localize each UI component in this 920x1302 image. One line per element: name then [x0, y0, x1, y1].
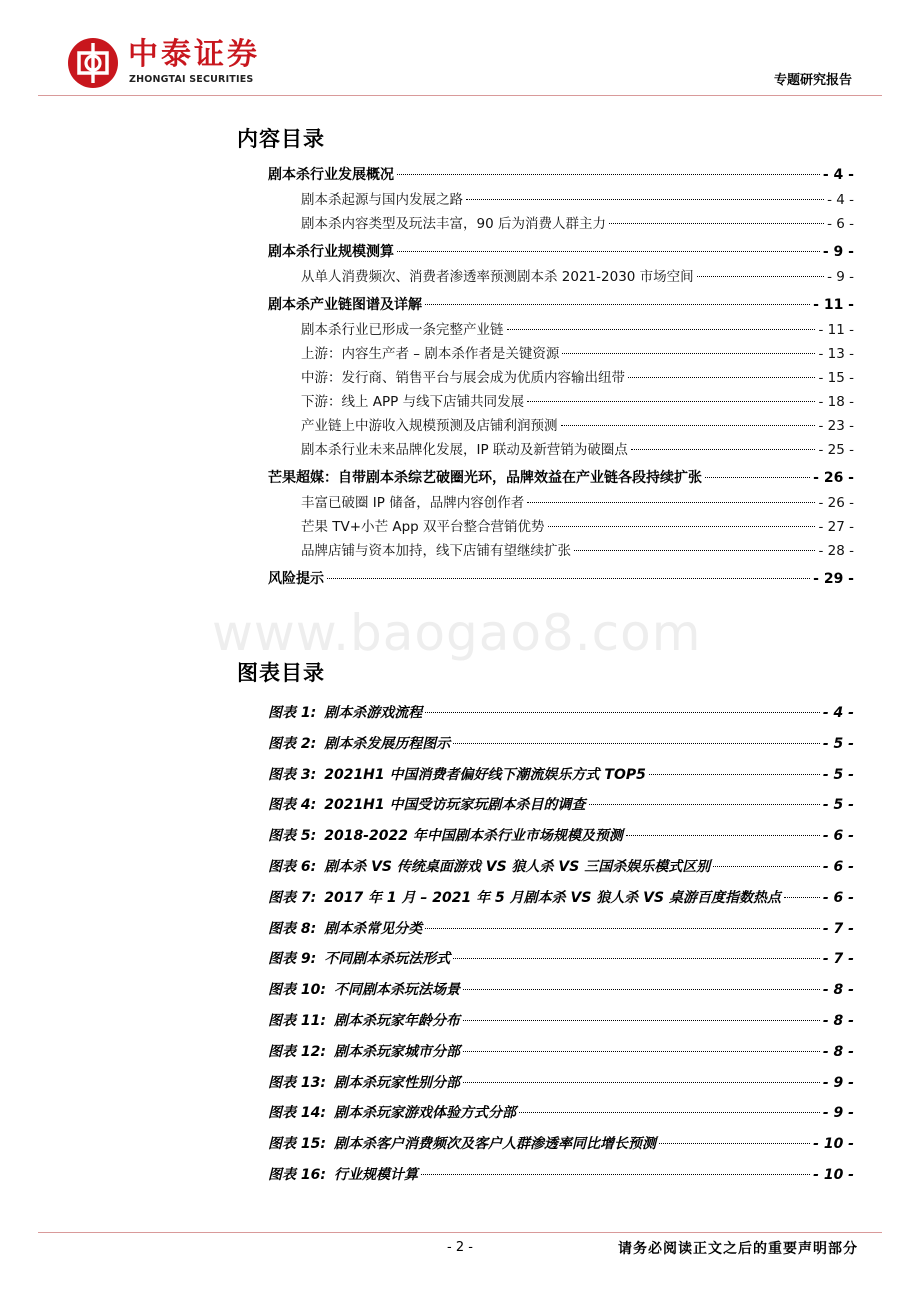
- dot-leader: [628, 377, 815, 378]
- dot-leader: [631, 449, 816, 450]
- dot-leader: [453, 743, 820, 744]
- toc-entry-page: - 27 -: [818, 519, 854, 535]
- toc-entry-title: 下游：线上 APP 与线下店铺共同发展: [301, 394, 525, 410]
- figure-page: - 5 -: [822, 766, 854, 783]
- figure-label: 图表 2:: [268, 735, 317, 752]
- dot-leader: [466, 199, 824, 200]
- toc-entry[interactable]: [268, 491, 854, 515]
- toc-entry-page: - 26 -: [818, 495, 854, 511]
- figure-label: 图表 13:: [268, 1074, 326, 1091]
- figure-entry[interactable]: [268, 1010, 854, 1041]
- company-logo: [66, 36, 276, 92]
- figure-label: 图表 12:: [268, 1043, 326, 1060]
- toc-entry[interactable]: [268, 212, 854, 236]
- dot-leader: [697, 276, 824, 277]
- toc-entry-title: 中游：发行商、销售平台与展会成为优质内容输出纽带: [301, 370, 625, 386]
- figure-title: 不同剧本杀玩法场景: [333, 982, 460, 999]
- toc-entry[interactable]: [268, 342, 854, 366]
- dot-leader: [463, 1082, 820, 1083]
- toc-entry-page: - 4 -: [827, 192, 854, 208]
- figure-page: - 9 -: [822, 1105, 854, 1122]
- footer-divider: [38, 1232, 882, 1233]
- figure-label: 图表 3:: [268, 766, 317, 783]
- dot-leader: [425, 712, 820, 713]
- dot-leader: [397, 174, 820, 175]
- dot-leader: [574, 550, 815, 551]
- figure-title: 剧本杀客户消费频次及客户人群渗透率同比增长预测: [333, 1136, 656, 1153]
- toc-entry-page: - 23 -: [818, 418, 854, 434]
- toc-entry-title: 剧本杀行业发展概况: [268, 167, 394, 183]
- toc-entry[interactable]: [268, 241, 854, 265]
- figure-entry[interactable]: [268, 1164, 854, 1195]
- toc-entry[interactable]: [268, 390, 854, 414]
- figure-page: - 7 -: [822, 951, 854, 968]
- toc-entry-page: - 4 -: [822, 167, 854, 183]
- dot-leader: [527, 401, 815, 402]
- toc-entry-page: - 9 -: [822, 244, 854, 260]
- toc-entry-title: 剧本杀起源与国内发展之路: [301, 192, 463, 208]
- figure-page: - 5 -: [822, 797, 854, 814]
- figure-label: 图表 8:: [268, 920, 317, 937]
- toc-entry-title: 风险提示: [268, 571, 324, 587]
- figure-page: - 4 -: [822, 705, 854, 721]
- toc-entry-page: - 11 -: [813, 297, 854, 313]
- toc-entry-title: 剧本杀内容类型及玩法丰富，90 后为消费人群主力: [301, 216, 606, 232]
- report-type: 专题研究报告: [773, 73, 852, 88]
- figure-entry[interactable]: [268, 1041, 854, 1072]
- figure-page: - 10 -: [813, 1166, 854, 1183]
- dot-leader: [463, 1020, 820, 1021]
- dot-leader: [659, 1143, 810, 1144]
- toc-entry-page: - 15 -: [818, 370, 854, 386]
- dot-leader: [425, 928, 820, 929]
- toc-entry-page: - 11 -: [818, 322, 854, 338]
- figure-title: 剧本杀 VS 传统桌面游戏 VS 狼人杀 VS 三国杀娱乐模式区别: [324, 858, 711, 875]
- figure-title: 剧本杀玩家性别分部: [333, 1074, 460, 1091]
- figure-title: 剧本杀发展历程图示: [324, 735, 451, 752]
- dot-leader: [649, 774, 820, 775]
- toc-entry[interactable]: [268, 539, 854, 563]
- toc-entry[interactable]: [268, 265, 854, 289]
- toc-entry-title: 芒果 TV+小芒 App 双平台整合营销优势: [301, 519, 545, 535]
- toc-entry-title: 剧本杀行业已形成一条完整产业链: [301, 322, 504, 338]
- figure-page: - 8 -: [822, 1043, 854, 1060]
- toc-entry[interactable]: [268, 568, 854, 592]
- toc-entry-page: - 6 -: [827, 216, 854, 232]
- watermark: www.baogao8.com: [212, 604, 702, 662]
- dot-leader: [327, 578, 810, 579]
- dot-leader: [609, 223, 824, 224]
- toc-entry[interactable]: [268, 366, 854, 390]
- dot-leader: [589, 804, 820, 805]
- toc-entry-page: - 25 -: [818, 442, 854, 458]
- dot-leader: [713, 866, 820, 867]
- figure-title: 不同剧本杀玩法形式: [324, 951, 451, 968]
- figure-list: [268, 702, 854, 1195]
- toc-list: [268, 164, 854, 592]
- dot-leader: [784, 897, 820, 898]
- figure-entry[interactable]: [268, 918, 854, 949]
- figure-title: 剧本杀常见分类: [324, 920, 423, 937]
- figure-page: - 7 -: [822, 920, 854, 937]
- toc-entry-title: 产业链上中游收入规模预测及店铺利润预测: [301, 418, 558, 434]
- figures-title: 图表目录: [237, 661, 325, 685]
- toc-entry-title: 丰富已破圈 IP 储备，品牌内容创作者: [301, 495, 525, 511]
- zhongtai-logo-icon: [66, 36, 120, 90]
- figure-label: 图表 15:: [268, 1136, 326, 1153]
- dot-leader: [425, 304, 810, 305]
- toc-entry-page: - 18 -: [818, 394, 854, 410]
- toc-entry-title: 剧本杀行业规模测算: [268, 244, 394, 260]
- figure-label: 图表 1:: [268, 705, 317, 721]
- toc-entry-title: 剧本杀行业未来品牌化发展，IP 联动及新营销为破圈点: [301, 442, 628, 458]
- dot-leader: [561, 425, 816, 426]
- toc-entry-title: 从单人消费频次、消费者渗透率预测剧本杀 2021-2030 市场空间: [301, 269, 694, 285]
- toc-entry-title: 芒果超媒：自带剧本杀综艺破圈光环，品牌效益在产业链各段持续扩张: [268, 470, 702, 486]
- header-divider: [38, 95, 882, 96]
- figure-entry[interactable]: [268, 1072, 854, 1103]
- dot-leader: [626, 835, 820, 836]
- footer-disclaimer: 请务必阅读正文之后的重要声明部分: [618, 1241, 858, 1257]
- figure-page: - 8 -: [822, 1012, 854, 1029]
- dot-leader: [527, 502, 815, 503]
- figure-page: - 6 -: [822, 858, 854, 875]
- figure-page: - 8 -: [822, 982, 854, 999]
- figure-entry[interactable]: [268, 794, 854, 825]
- toc-entry-title: 品牌店铺与资本加持，线下店铺有望继续扩张: [301, 543, 571, 559]
- figure-title: 剧本杀玩家游戏体验方式分部: [333, 1105, 516, 1122]
- figure-label: 图表 4:: [268, 797, 317, 814]
- figure-page: - 6 -: [822, 828, 854, 845]
- figure-entry[interactable]: [268, 948, 854, 979]
- dot-leader: [463, 1051, 820, 1052]
- figure-entry[interactable]: [268, 1102, 854, 1133]
- figure-page: - 6 -: [822, 889, 854, 906]
- toc-entry[interactable]: [268, 467, 854, 491]
- dot-leader: [397, 251, 820, 252]
- toc-entry[interactable]: [268, 294, 854, 318]
- logo-chinese-name: 中泰证券: [128, 37, 260, 72]
- figure-entry[interactable]: [268, 764, 854, 795]
- dot-leader: [421, 1174, 810, 1175]
- toc-entry[interactable]: [268, 188, 854, 212]
- toc-entry-page: - 29 -: [813, 571, 854, 587]
- figure-label: 图表 10:: [268, 982, 326, 999]
- dot-leader: [562, 353, 815, 354]
- figure-title: 行业规模计算: [333, 1166, 418, 1183]
- dot-leader: [705, 477, 810, 478]
- figure-label: 图表 7:: [268, 889, 317, 906]
- dot-leader: [548, 526, 816, 527]
- toc-entry-page: - 28 -: [818, 543, 854, 559]
- figure-entry[interactable]: [268, 702, 854, 733]
- figure-title: 2021H1 中国消费者偏好线下潮流娱乐方式 TOP5: [324, 766, 646, 783]
- figure-page: - 10 -: [813, 1136, 854, 1153]
- toc-entry-page: - 9 -: [827, 269, 854, 285]
- dot-leader: [453, 958, 820, 959]
- toc-title: 内容目录: [237, 127, 325, 151]
- figure-entry[interactable]: [268, 856, 854, 887]
- figure-label: 图表 5:: [268, 828, 317, 845]
- toc-entry-page: - 26 -: [813, 470, 854, 486]
- toc-entry-page: - 13 -: [818, 346, 854, 362]
- figure-label: 图表 16:: [268, 1166, 326, 1183]
- figure-entry[interactable]: [268, 1133, 854, 1164]
- toc-entry[interactable]: [268, 414, 854, 438]
- figure-title: 2021H1 中国受访玩家玩剧本杀目的调查: [324, 797, 586, 814]
- page-number: - 2 -: [447, 1240, 473, 1255]
- figure-label: 图表 9:: [268, 951, 317, 968]
- figure-entry[interactable]: [268, 887, 854, 918]
- toc-entry-title: 上游：内容生产者 – 剧本杀作者是关键资源: [301, 346, 560, 362]
- dot-leader: [519, 1112, 820, 1113]
- figure-label: 图表 6:: [268, 858, 317, 875]
- figure-label: 图表 11:: [268, 1012, 326, 1029]
- figure-label: 图表 14:: [268, 1105, 326, 1122]
- toc-entry[interactable]: [268, 515, 854, 539]
- figure-page: - 9 -: [822, 1074, 854, 1091]
- dot-leader: [463, 989, 820, 990]
- toc-entry[interactable]: [268, 164, 854, 188]
- figure-title: 2017 年 1 月 – 2021 年 5 月剧本杀 VS 狼人杀 VS 桌游百度指数热点: [324, 889, 781, 906]
- toc-entry[interactable]: [268, 438, 854, 462]
- toc-entry[interactable]: [268, 318, 854, 342]
- figure-page: - 5 -: [822, 735, 854, 752]
- figure-entry[interactable]: [268, 825, 854, 856]
- figure-title: 剧本杀玩家年龄分布: [333, 1012, 460, 1029]
- figure-title: 剧本杀游戏流程: [324, 705, 423, 721]
- figure-title: 剧本杀玩家城市分部: [333, 1043, 460, 1060]
- figure-title: 2018-2022 年中国剧本杀行业市场规模及预测: [324, 828, 623, 845]
- figure-entry[interactable]: [268, 733, 854, 764]
- figure-entry[interactable]: [268, 979, 854, 1010]
- logo-english-name: ZHONGTAI SECURITIES: [129, 74, 254, 85]
- toc-entry-title: 剧本杀产业链图谱及详解: [268, 297, 422, 313]
- dot-leader: [507, 329, 816, 330]
